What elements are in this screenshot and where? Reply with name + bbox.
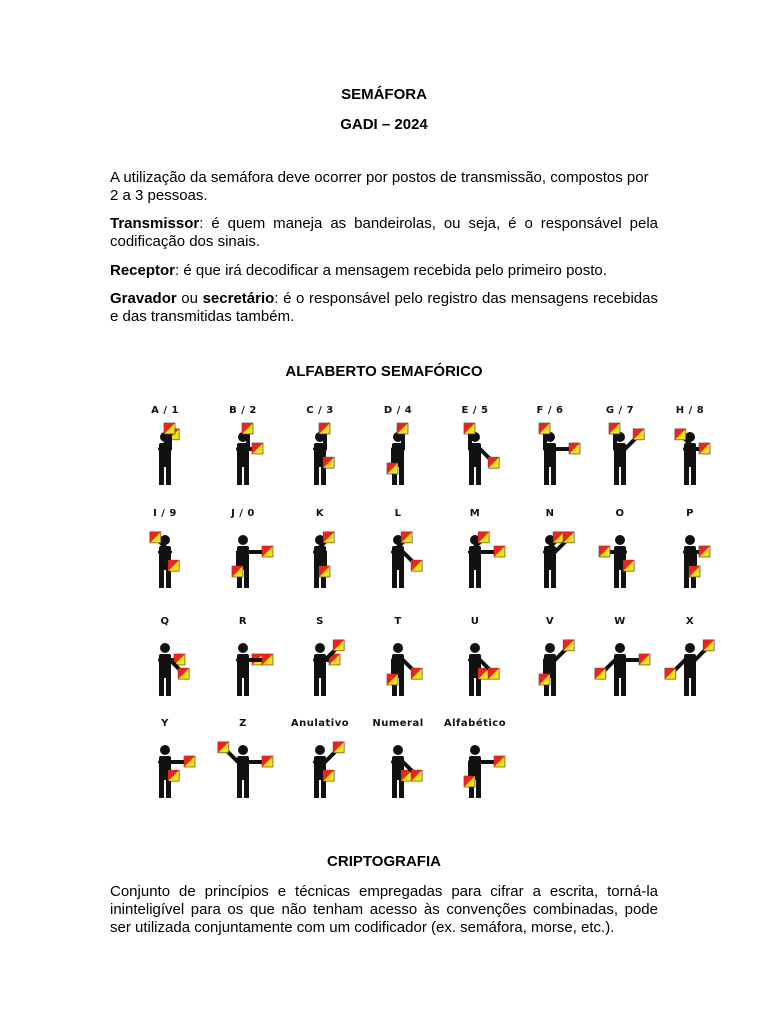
- intro-paragraph: A utilização da semáfora deve ocorrer por postos de transmissão, compostos por 2 a 3 pessoas.: [110, 169, 649, 204]
- signal-label: Q: [160, 616, 170, 627]
- role-term: Transmissor: [110, 215, 200, 232]
- semaphore-figure-icon: [125, 732, 205, 812]
- signal-label: H / 8: [675, 405, 705, 416]
- semaphore-signal: [650, 508, 730, 608]
- semaphore-signal: [650, 616, 730, 716]
- semaphore-figure-icon: [650, 630, 730, 710]
- signal-label: V: [545, 616, 555, 627]
- signal-label: C / 3: [306, 405, 334, 416]
- semaphore-signal: [358, 616, 438, 716]
- semaphore-figure-icon: [580, 419, 660, 499]
- role-description: : é que irá decodificar a mensagem recebida pelo primeiro posto.: [175, 262, 607, 279]
- signal-label: P: [686, 508, 694, 519]
- signal-label: E / 5: [461, 405, 489, 416]
- signal-label: B / 2: [229, 405, 257, 416]
- semaphore-signal: [580, 405, 660, 505]
- semaphore-signal: [125, 718, 205, 818]
- role-receptor: [110, 262, 658, 280]
- semaphore-figure-icon: [203, 732, 283, 812]
- signal-label: J / 0: [231, 508, 255, 519]
- semaphore-figure-icon: [510, 419, 590, 499]
- semaphore-signal: [435, 616, 515, 716]
- semaphore-figure-icon: [280, 630, 360, 710]
- semaphore-figure-icon: [580, 630, 660, 710]
- signal-label: D / 4: [383, 405, 413, 416]
- semaphore-figure-icon: [280, 732, 360, 812]
- semaphore-figure-icon: [125, 522, 205, 602]
- semaphore-figure-icon: [358, 630, 438, 710]
- signal-label: N: [545, 508, 555, 519]
- semaphore-figure-icon: [435, 732, 515, 812]
- semaphore-figure-icon: [580, 522, 660, 602]
- role-transmissor: [110, 215, 658, 251]
- semaphore-signal: [280, 718, 360, 818]
- semaphore-figure-icon: [650, 522, 730, 602]
- page-title: SEMÁFORA: [341, 86, 427, 103]
- semaphore-signal: [510, 405, 590, 505]
- role-term: Receptor: [110, 262, 176, 279]
- semaphore-figure-icon: [510, 630, 590, 710]
- semaphore-signal: [203, 508, 283, 608]
- semaphore-signal: [125, 405, 205, 505]
- signal-label: Z: [239, 718, 247, 729]
- signal-label: U: [470, 616, 480, 627]
- semaphore-figure-icon: [358, 522, 438, 602]
- signal-label: Y: [161, 718, 169, 729]
- semaphore-figure-icon: [358, 419, 438, 499]
- role-term: secretário: [202, 290, 275, 307]
- signal-label: L: [394, 508, 402, 519]
- role-term: Gravador: [110, 290, 177, 307]
- role-gravador: [110, 290, 658, 326]
- role-joiner: ou: [176, 290, 203, 307]
- signal-label: S: [316, 616, 324, 627]
- signal-label: I / 9: [153, 508, 177, 519]
- semaphore-signal: [203, 405, 283, 505]
- signal-label: Numeral: [372, 718, 424, 729]
- semaphore-figure-icon: [280, 522, 360, 602]
- semaphore-signal: [435, 718, 515, 818]
- semaphore-figure-icon: [280, 419, 360, 499]
- semaphore-figure-icon: [510, 522, 590, 602]
- semaphore-signal: [358, 508, 438, 608]
- semaphore-figure-icon: [203, 630, 283, 710]
- signal-label: Alfabético: [443, 718, 507, 729]
- semaphore-figure-icon: [435, 630, 515, 710]
- signal-label: A / 1: [151, 405, 179, 416]
- semaphore-signal: [580, 508, 660, 608]
- signal-label: T: [394, 616, 402, 627]
- alphabet-title: ALFABERTO SEMAFÓRICO: [285, 363, 483, 380]
- signal-label: G / 7: [605, 405, 635, 416]
- signal-label: Anulativo: [290, 718, 350, 729]
- semaphore-signal: [435, 405, 515, 505]
- role-description: : é o responsável pelo registro das mensagens recebidas e das transmitidas também.: [110, 290, 658, 325]
- semaphore-signal: [125, 508, 205, 608]
- semaphore-signal: [203, 718, 283, 818]
- signal-label: F / 6: [536, 405, 564, 416]
- crypto-title: CRIPTOGRAFIA: [327, 853, 441, 870]
- crypto-paragraph: Conjunto de princípios e técnicas empregadas para cifrar a escrita, torná-la ininteligível para os que não tenham acesso às convenções combinadas, pode ser utilizada conjuntamente com um codificador (ex. semáfora, morse, etc.).: [110, 883, 658, 936]
- semaphore-figure-icon: [125, 419, 205, 499]
- semaphore-signal: [280, 405, 360, 505]
- semaphore-signal: [650, 405, 730, 505]
- signal-label: K: [315, 508, 325, 519]
- semaphore-figure-icon: [203, 419, 283, 499]
- semaphore-figure-icon: [358, 732, 438, 812]
- semaphore-signal: [510, 616, 590, 716]
- semaphore-figure-icon: [125, 630, 205, 710]
- semaphore-signal: [435, 508, 515, 608]
- signal-label: M: [469, 508, 481, 519]
- semaphore-signal: [358, 405, 438, 505]
- semaphore-signal: [203, 616, 283, 716]
- semaphore-signal: [580, 616, 660, 716]
- semaphore-signal: [510, 508, 590, 608]
- semaphore-figure-icon: [650, 419, 730, 499]
- signal-label: O: [615, 508, 625, 519]
- page-subtitle: GADI – 2024: [340, 116, 428, 133]
- signal-label: X: [685, 616, 695, 627]
- semaphore-signal: [280, 616, 360, 716]
- semaphore-figure-icon: [435, 419, 515, 499]
- semaphore-figure-icon: [435, 522, 515, 602]
- semaphore-signal: [358, 718, 438, 818]
- signal-label: R: [238, 616, 248, 627]
- semaphore-signal: [280, 508, 360, 608]
- signal-label: W: [614, 616, 626, 627]
- role-description: : é quem maneja as bandeirolas, ou seja, é o responsável pela codificação dos sinais.: [110, 215, 658, 250]
- semaphore-signal: [125, 616, 205, 716]
- semaphore-figure-icon: [203, 522, 283, 602]
